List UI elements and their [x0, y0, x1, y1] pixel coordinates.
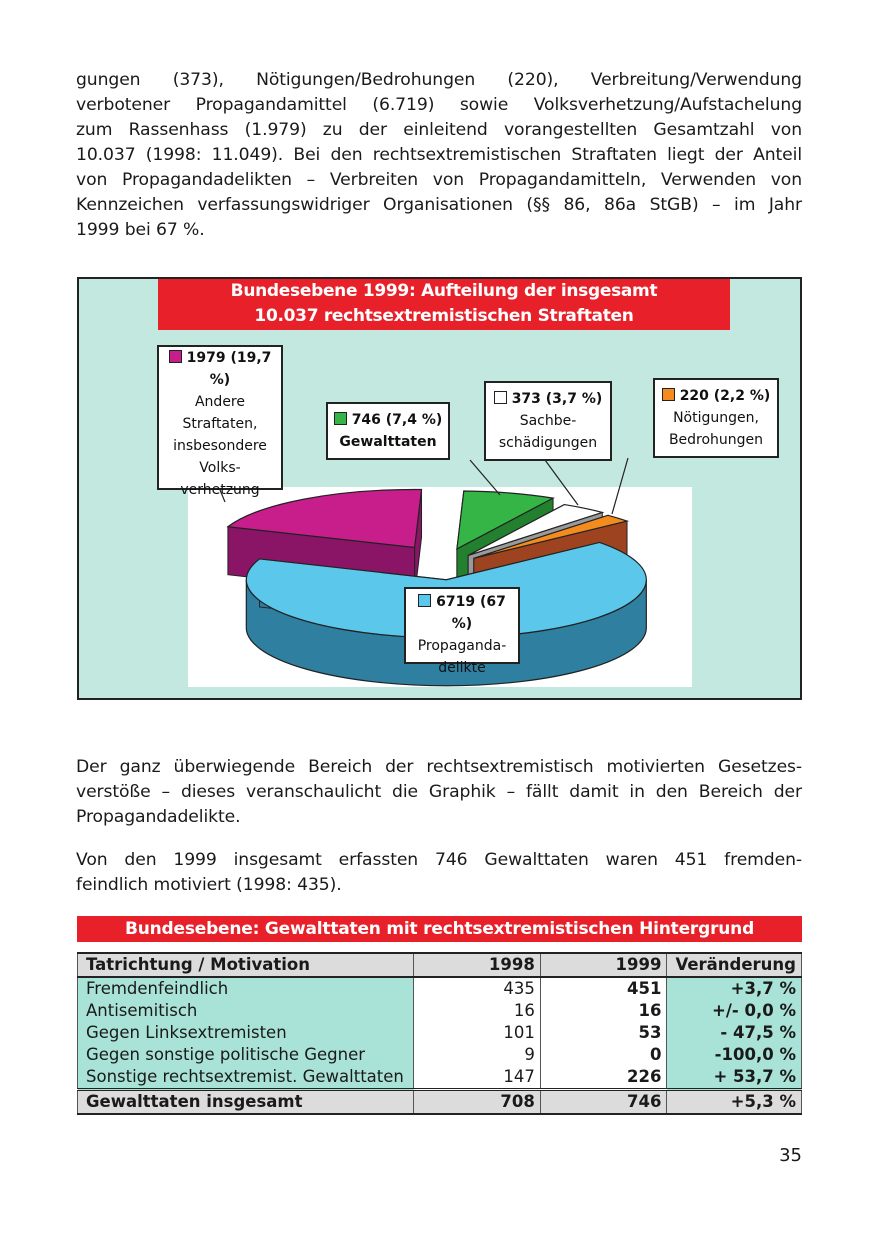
table-row	[78, 1022, 802, 1044]
text-line: gungen (373), Nötigungen/Bedrohungen (220), Verbreitung/Verwendung	[76, 70, 802, 90]
table-row	[78, 1000, 802, 1022]
header-cell: Veränderung	[667, 953, 802, 977]
text-line: feindlich motiviert (1998: 435).	[76, 875, 342, 895]
header-cell: 1998	[414, 953, 541, 977]
text-line: Der ganz überwiegende Bereich der rechtsextremistisch motivierten Gesetzes-	[76, 757, 802, 777]
table-cell: Gegen Linksextremisten	[78, 1022, 414, 1044]
table-title: Bundesebene: Gewalttaten mit rechtsextremistischen Hintergrund	[77, 916, 802, 942]
body-paragraph	[76, 848, 802, 898]
table-cell: - 47,5 %	[667, 1022, 802, 1044]
table-cell: Fremdenfeindlich	[78, 977, 414, 1000]
text-line: Kennzeichen verfassungswidriger Organisationen (§§ 86, 86a StGB) – im Jahr	[76, 195, 802, 215]
table-cell: 16	[540, 1000, 667, 1022]
table-cell: 435	[414, 977, 541, 1000]
label-text: delikte	[438, 660, 486, 676]
header-cell: Tatrichtung / Motivation	[78, 953, 414, 977]
label-text: insbesondere	[173, 438, 267, 454]
table-total-row	[78, 1090, 802, 1115]
text-line: 10.037 (1998: 11.049). Bei den rechtsextremistischen Straftaten liegt der Anteil	[76, 145, 802, 165]
text-line: zum Rassenhass (1.979) zu der einleitend vorangestellten Gesamtzahl von	[76, 120, 802, 140]
legend-swatch-green	[334, 412, 347, 425]
label-andere	[157, 345, 283, 498]
table-cell: 53	[540, 1022, 667, 1044]
table-cell: 708	[414, 1090, 541, 1115]
table-cell: Gegen sonstige politische Gegner	[78, 1044, 414, 1066]
label-text: Straftaten,	[182, 416, 258, 432]
leader-noetigungen	[612, 458, 628, 514]
label-text: Sachbe-	[519, 413, 577, 429]
header-cell: 1999	[540, 953, 667, 977]
table-cell: 9	[414, 1044, 541, 1066]
violence-table	[77, 952, 802, 1115]
label-text: schädigungen	[498, 435, 598, 451]
table-cell: +/- 0,0 %	[667, 1000, 802, 1022]
label-value: 373 (3,7 %)	[511, 391, 603, 407]
text-line: Propagandadelikte.	[76, 807, 241, 827]
label-value: 220 (2,2 %)	[679, 388, 771, 404]
table-cell: + 53,7 %	[667, 1066, 802, 1090]
table-cell: 0	[540, 1044, 667, 1066]
table-row	[78, 977, 802, 1000]
page-number: 35	[779, 1145, 802, 1166]
table-cell: 226	[540, 1066, 667, 1090]
table-cell: +3,7 %	[667, 977, 802, 1000]
table-row	[78, 1066, 802, 1090]
body-paragraph	[76, 755, 802, 830]
chart-title-line: 10.037 rechtsextremistischen Straftaten	[254, 306, 634, 326]
text-line: verstöße – dieses veranschaulicht die Graphik – fällt damit in den Bereich der	[76, 782, 802, 802]
label-text: Andere	[194, 394, 245, 410]
label-value: 1979 (19,7 %)	[186, 350, 272, 388]
table-cell: 16	[414, 1000, 541, 1022]
table-cell: 746	[540, 1090, 667, 1115]
table-cell: Antisemitisch	[78, 1000, 414, 1022]
label-value: 746 (7,4 %)	[351, 412, 443, 428]
table-cell: 147	[414, 1066, 541, 1090]
table-cell: 451	[540, 977, 667, 1000]
legend-swatch-white	[494, 391, 507, 404]
table-cell: +5,3 %	[667, 1090, 802, 1115]
table-header-row	[78, 953, 802, 977]
label-text: verhetzung	[180, 482, 260, 498]
label-text: Propaganda-	[417, 638, 507, 654]
leader-gewalttaten	[470, 460, 500, 495]
chart-title-line: Bundesebene 1999: Aufteilung der insgesamt	[230, 281, 658, 301]
label-text: Gewalttaten	[339, 434, 437, 450]
table-row	[78, 1044, 802, 1066]
legend-swatch-lightblue	[418, 594, 431, 607]
label-sachbeschaedigungen	[484, 381, 612, 461]
text-line: von Propagandadelikten – Verbreiten von Propagandamitteln, Verwenden von	[76, 170, 802, 190]
label-text: Nötigungen,	[673, 410, 759, 426]
table-cell: 101	[414, 1022, 541, 1044]
table-cell: -100,0 %	[667, 1044, 802, 1066]
table-cell: Gewalttaten insgesamt	[78, 1090, 414, 1115]
legend-swatch-magenta	[169, 350, 182, 363]
label-text: Volks-	[199, 460, 241, 476]
label-value: 6719 (67 %)	[436, 594, 506, 632]
text-line: 1999 bei 67 %.	[76, 220, 205, 240]
legend-swatch-orange	[662, 388, 675, 401]
label-gewalttaten	[326, 402, 450, 460]
text-line: verbotener Propagandamittel (6.719) sowie Volksverhetzung/Aufstachelung	[76, 95, 802, 115]
text-line: Von den 1999 insgesamt erfassten 746 Gewalttaten waren 451 fremden-	[76, 850, 802, 870]
label-propagandadelikte	[404, 587, 520, 676]
label-text: Bedrohungen	[668, 432, 764, 448]
table-cell: Sonstige rechtsextremist. Gewalttaten	[78, 1066, 414, 1090]
label-noetigungen	[653, 378, 779, 458]
